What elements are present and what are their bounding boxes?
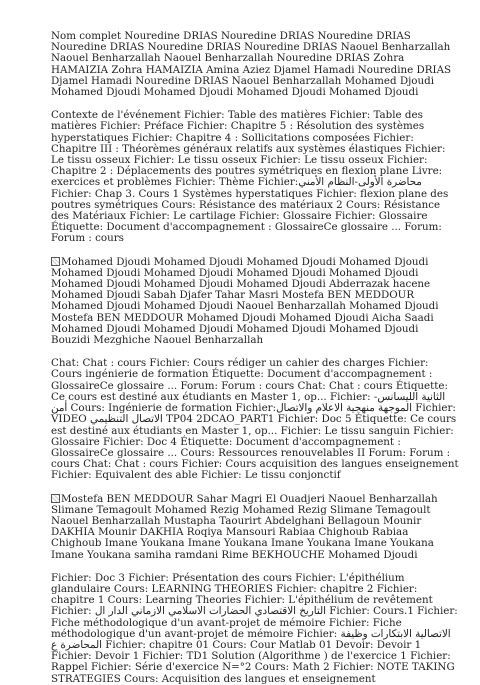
text-block-context-1 [51,110,460,244]
paragraph-text: Mostefa BEN MEDDOUR Sahar Magri El Ouadjeri Naouel Benharzallah Slimane Temagoult Mohamed Rezig Mohamed Rezig Slimane Temagoult Naouel Benharzallah Mustapha Taourirt Abdelghani Bellagoun Mounir DAKHIA Mounir DAKHIA Roqiya Mansouri Rabiaa Chighoub Rabiaa Chighoub Imane Youkana Imane Youkana Imane Youkana Imane Youkana Imane Youkana samiha ramdani Rime BEKHOUCHE Mohamed Djoudi [51,492,438,561]
broken-image-icon [51,257,60,266]
paragraph-text: Chat: Chat : cours Fichier: Cours rédiger un cahier des charges Fichier: Cours ingénierie de formation Étiquette: Document d'accompagnement : GlossaireCe glossaire ... Forum: Forum : cours Chat: Chat : cours Étiquette: Ce cours est destiné aux étudiants en Master 1, op... Fichier: الثانية الليسانس-أمن Cours: Ingénierie de formation Fichier:الموجهة منهجية الاعلام والاتصال Fichier: VIDEO الاتصال التنظيمي TP04 2DCAO_PART1 Fichier: Doc 5 Étiquette: Ce cours est destiné aux étudiants en Master 1, op... Fichier: Le tissu sanguin Fichier: Glossaire Fichier: Doc 4 Étiquette: Document d'accompagnement : GlossaireCe glossaire ... Cours: Ressources renouvelables II Forum: Forum : cours Chat: Chat : cours Fichier: Cours acquisition des langues enseignement Fichier: Equivalent des able Fichier: Le tissu conjonctif [51,357,459,482]
paragraph-text: Mohamed Djoudi Mohamed Djoudi Mohamed Djoudi Mohamed Djoudi Mohamed Djoudi Mohamed Djoudi Mohamed Djoudi Mohamed Djoudi Mohamed Djoudi Mohamed Djoudi Mohamed Djoudi Abderrazak hacene Mohamed Djoudi Sabah Djafer Tahar Masri Mostefa BEN MEDDOUR Mohamed Djoudi Mohamed Djoudi Naouel Benharzallah Mohamed Djoudi Mostefa BEN MEDDOUR Mohamed Djoudi Mohamed Djoudi Aicha Saadi Mohamed Djoudi Mohamed Djoudi Mohamed Djoudi Mohamed Djoudi Bouzidi Mezghiche Naouel Benharzallah [51,255,439,347]
text-block-names-2 [51,257,460,347]
text-block-names-1 [51,31,460,98]
text-block-context-2 [51,358,460,481]
paragraph-text: Contexte de l'événement Fichier: Table des matières Fichier: Table des matières Fichier: Préface Fichier: Chapitre 5 : Résolution des systèmes hyperstatiques Fichier: Chapitre 4 : Sollicitations composées Fichier: Chapitre III : Théorèmes généraux relatifs aux systèmes élastiques Fichier: Le tissu osseux Fichier: Le tissu osseux Fichier: Le tissu osseux Fichier: Chapitre 2 : Déplacements des poutres symétriques en flexion plane Livre: exercices et problèmes Fichier: Thème Fichier:محاضرة الأولى-النظام الأمني Fichier: Chap 3. Cours 1 Systèmes hyperstatiques Fichier: flexion plane des poutres symétriques Cours: Résistance des matériaux 2 Cours: Résistance des Matériaux Fichier: Le cartilage Fichier: Glossaire Fichier: Glossaire Étiquette: Document d'accompagnement : GlossaireCe glossaire ... Forum: Forum : cours [51,109,449,245]
text-block-context-3 [51,573,460,685]
broken-image-icon [51,494,60,503]
text-block-names-3 [51,494,460,561]
paragraph-text: Nom complet Nouredine DRIAS Nouredine DRIAS Nouredine DRIAS Nouredine DRIAS Nouredine DRIAS Nouredine DRIAS Naouel Benharzallah Naouel Benharzallah Naouel Benharzallah Nouredine DRIAS Zohra HAMAIZIA Zohra HAMAIZIA Amina Aziez Djamel Hamadi Nouredine DRIAS Djamel Hamadi Nouredine DRIAS Naouel Benharzallah Mohamed Djoudi Mohamed Djoudi Mohamed Djoudi Mohamed Djoudi Mohamed Djoudi [51,30,452,99]
paragraph-text: Fichier: Doc 3 Fichier: Présentation des cours Fichier: L'épithélium glandulaire Cours: LEARNING THEORIES Fichier: chapitre 2 Fichier: chapitre 1 Cours: Learning Theories Fichier: L'épithélium de revêtement Fichier: التاريخ الاقتصادي الحضارات الاسلامي الازماني الدار ال Fichier: Cours.1 Fichier: Fiche méthodologique d'un avant-projet de mémoire Fichier: Fiche méthodologique d'un avant-projet de mémoire Fichier: الاتصالية الابتكارات وظيفة المحاضرة ع Fichier: chapitre 01 Cours: Cour Matlab 01 Devoir: Devoir 1 Fichier: Devoir 1 Fichier: TD1 Solution (Algorithme ) de l'exercice 1 Fichier: Rappel Fichier: Série d'exercice N=°2 Cours: Math 2 Fichier: NOTE TAKING STRATEGIES Cours: Acquisition des langues et enseignement [51,571,458,685]
